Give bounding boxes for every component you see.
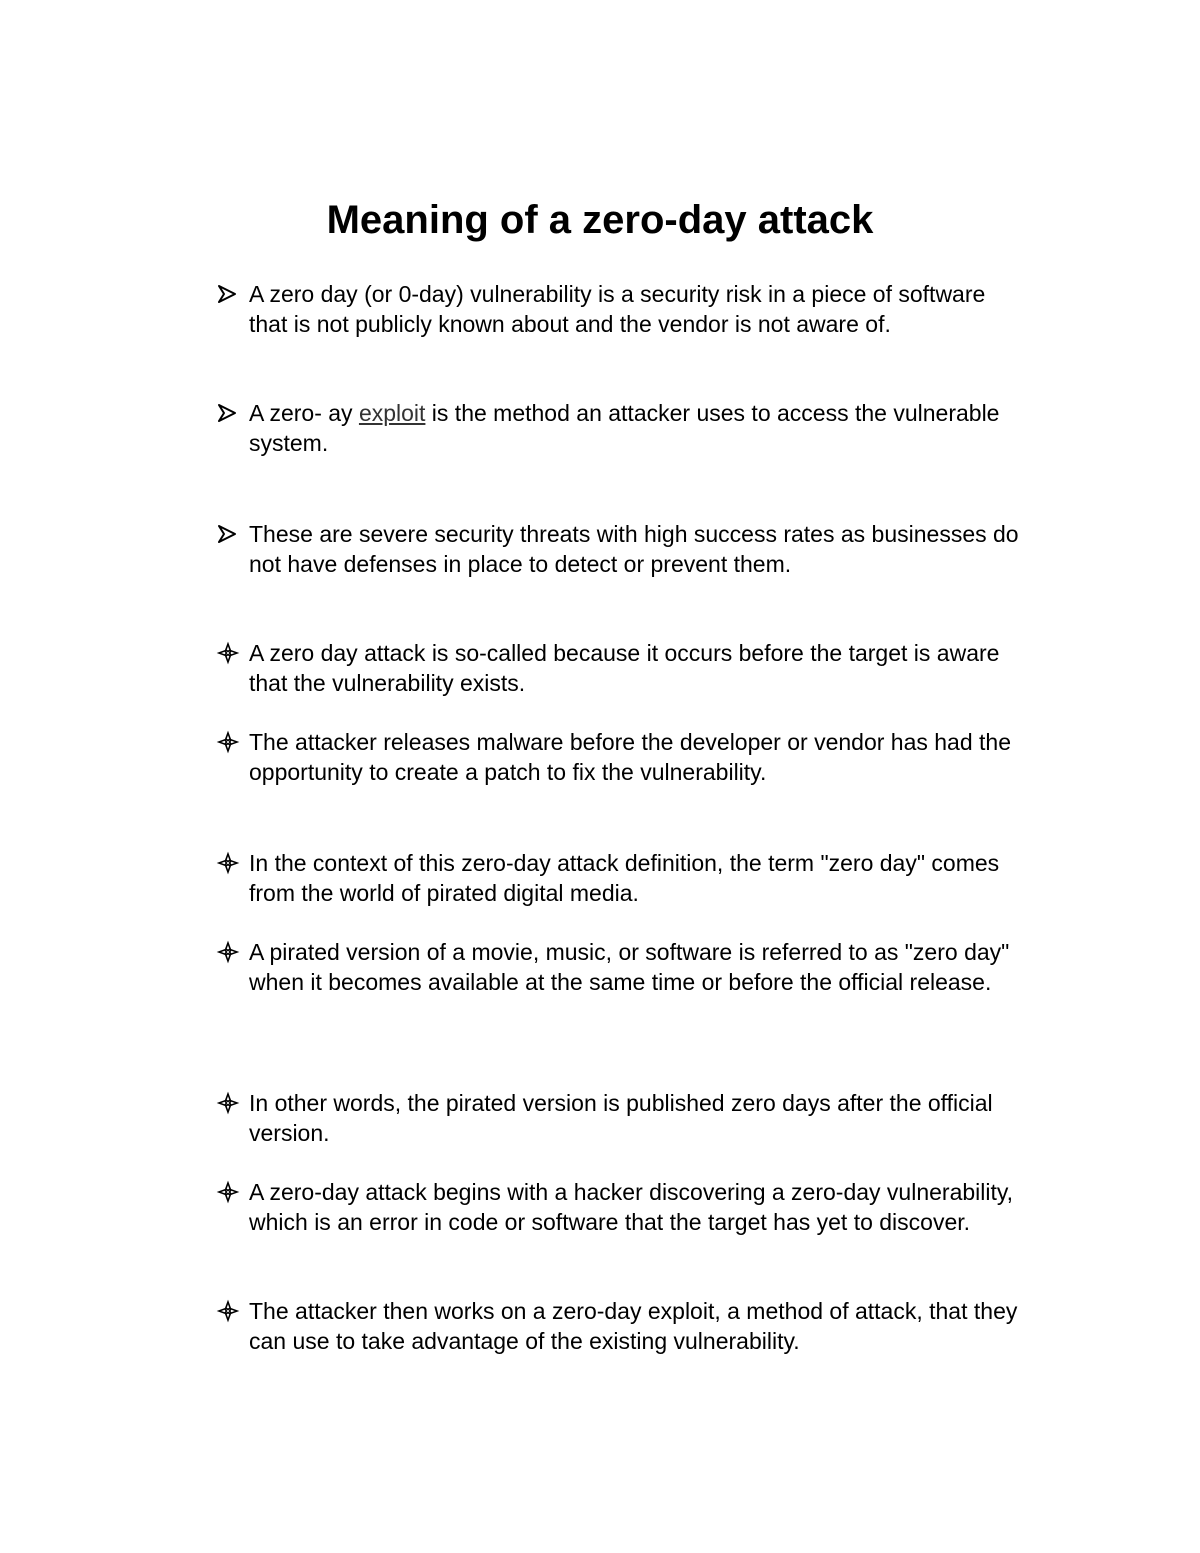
- list-item: [249, 727, 1029, 787]
- diamond-bullet-icon: [216, 937, 240, 967]
- list-item-text: A zero-day attack begins with a hacker discovering a zero-day vulnerability, which is an error in code or software that the target has yet to discover.: [249, 1179, 1014, 1235]
- arrow-bullet-icon: [216, 519, 240, 549]
- arrow-bullet-icon: [216, 398, 240, 428]
- diamond-bullet-icon: [216, 848, 240, 878]
- list-item-text: The attacker releases malware before the developer or vendor has had the opportunity to create a patch to fix the vulnerability.: [249, 729, 1011, 785]
- list-item-text: A zero- ay: [249, 400, 359, 426]
- exploit-link[interactable]: exploit: [358, 400, 426, 426]
- list-item-text: The attacker then works on a zero-day exploit, a method of attack, that they can use to take advantage of the existing vulnerability.: [249, 1298, 1018, 1354]
- list-item-text: is the method an attacker uses to access the vulnerable system.: [249, 400, 1000, 456]
- diamond-bullet-icon: [216, 1296, 240, 1326]
- list-item-text: In the context of this zero-day attack definition, the term "zero day" comes from the world of pirated digital media.: [249, 850, 1000, 906]
- list-item: [249, 519, 1029, 579]
- list-item-text: A zero day attack is so-called because it occurs before the target is aware that the vulnerability exists.: [249, 640, 1000, 696]
- list-item-text: A pirated version of a movie, music, or software is referred to as "zero day" when it becomes available at the same time or before the official release.: [249, 939, 1010, 995]
- arrow-bullet-icon: [216, 279, 240, 309]
- diamond-bullet-icon: [216, 638, 240, 668]
- list-item-text: A zero day (or 0-day) vulnerability is a security risk in a piece of software that is not publicly known about and the vendor is not aware of.: [249, 281, 986, 337]
- diamond-bullet-icon: [216, 1088, 240, 1118]
- list-item: [249, 638, 1029, 698]
- list-item: [249, 1177, 1029, 1237]
- list-item-text: In other words, the pirated version is published zero days after the official version.: [249, 1090, 993, 1146]
- list-item: [249, 937, 1029, 997]
- list-item: [249, 1296, 1029, 1356]
- list-item-text: These are severe security threats with high success rates as businesses do not have defenses in place to detect or prevent them.: [249, 521, 1019, 577]
- list-item: [249, 848, 1029, 908]
- list-item: [249, 279, 1029, 339]
- page-title: Meaning of a zero-day attack: [326, 198, 874, 242]
- list-item: [249, 1088, 1029, 1148]
- diamond-bullet-icon: [216, 1177, 240, 1207]
- list-item: [249, 398, 1029, 458]
- diamond-bullet-icon: [216, 727, 240, 757]
